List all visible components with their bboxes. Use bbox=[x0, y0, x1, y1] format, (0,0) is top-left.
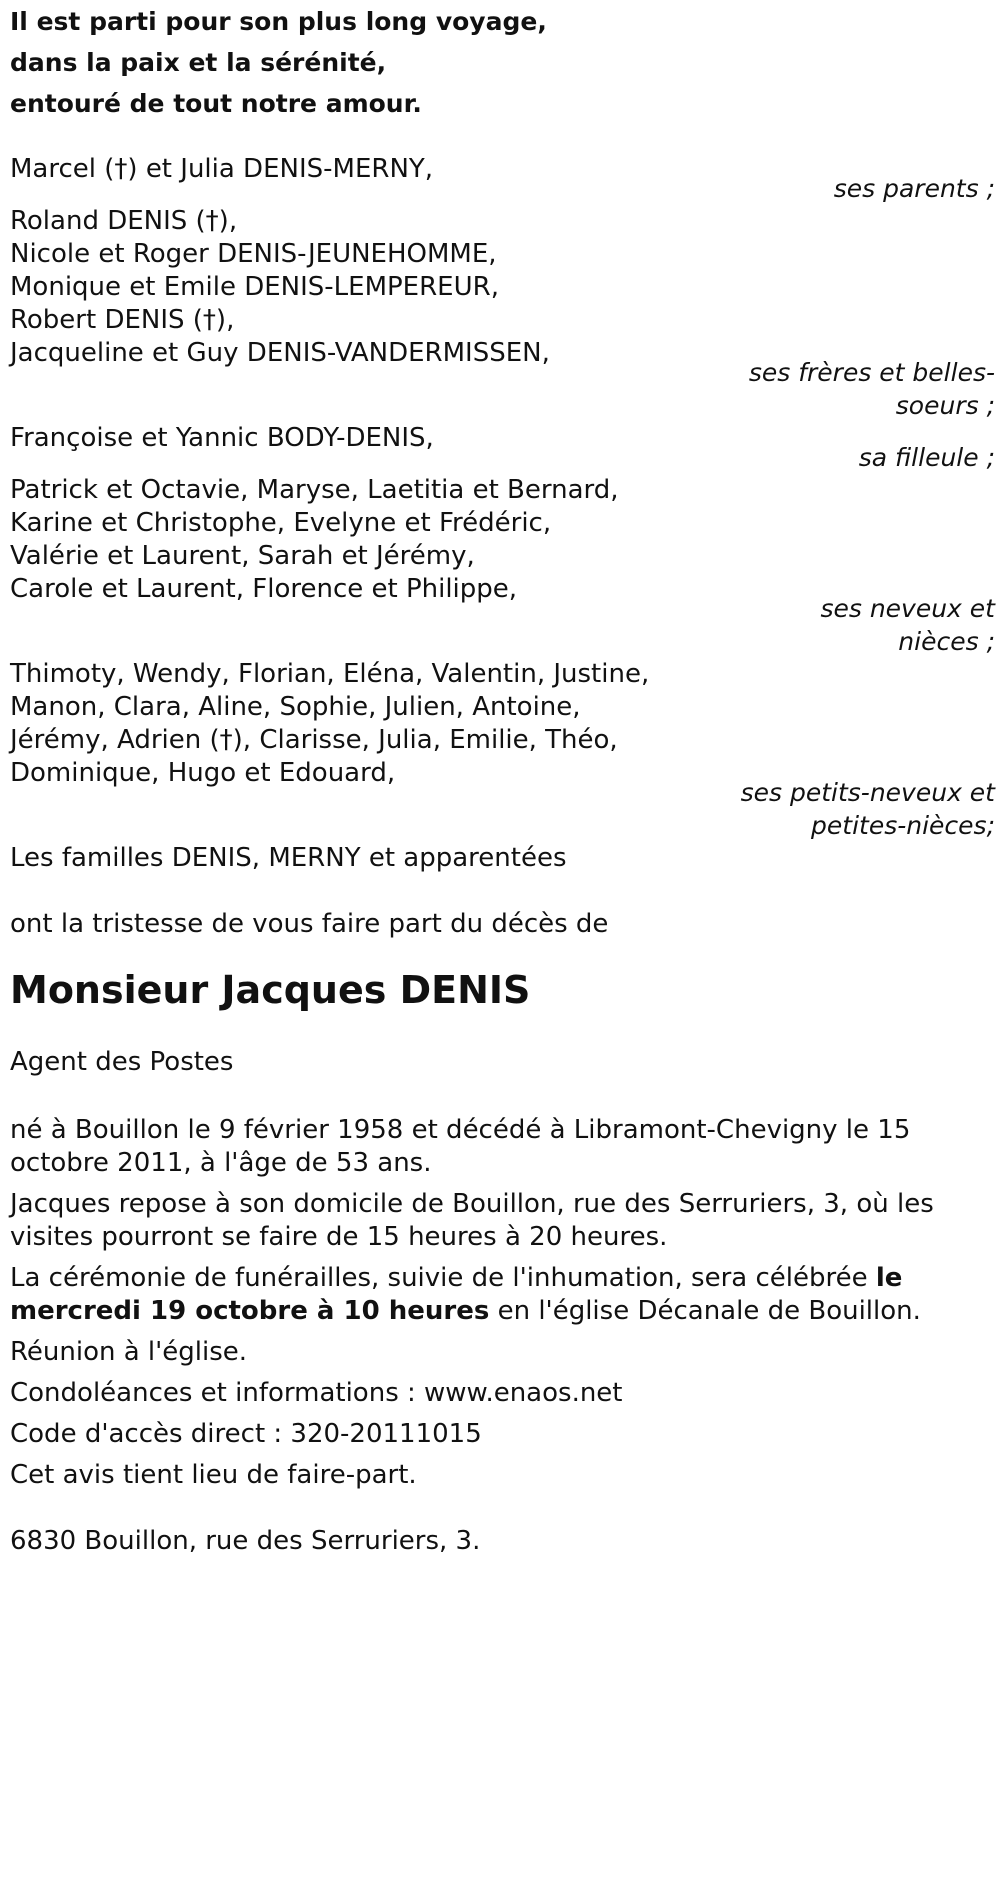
relation-label: petites-nièces; bbox=[811, 811, 995, 840]
families-line: Les familles DENIS, MERNY et apparentées bbox=[10, 843, 567, 873]
motto-line: Il est parti pour son plus long voyage, bbox=[10, 7, 547, 36]
family-line: Françoise et Yannic BODY-DENIS, bbox=[10, 423, 434, 453]
motto-line: dans la paix et la sérénité, bbox=[10, 48, 387, 77]
rest-line: Jacques repose à son domicile de Bouillon, rue des Serruriers, 3, où les bbox=[10, 1189, 934, 1219]
reunion-line: Réunion à l'église. bbox=[10, 1337, 248, 1367]
condolences-line: Condoléances et informations : www.enaos.net bbox=[10, 1378, 623, 1408]
motto-line: entouré de tout notre amour. bbox=[10, 89, 422, 118]
ceremony-date-bold: le bbox=[875, 1263, 903, 1293]
family-line: Monique et Emile DENIS-LEMPEREUR, bbox=[10, 272, 499, 302]
ceremony-text: La cérémonie de funérailles, suivie de l'inhumation, sera célébrée bbox=[10, 1263, 876, 1293]
family-line: Jacqueline et Guy DENIS-VANDERMISSEN, bbox=[10, 338, 550, 368]
ceremony-text: en l'église Décanale de Bouillon. bbox=[489, 1296, 921, 1326]
announcement-line: ont la tristesse de vous faire part du décès de bbox=[10, 909, 609, 939]
relation-label: sa filleule ; bbox=[858, 443, 995, 472]
family-line: Marcel (†) et Julia DENIS-MERNY, bbox=[10, 154, 434, 184]
relation-label: ses frères et belles- bbox=[748, 358, 995, 387]
relation-label: ses parents ; bbox=[833, 174, 995, 203]
birth-death-line: né à Bouillon le 9 février 1958 et décédé à Libramont-Chevigny le 15 bbox=[10, 1115, 911, 1145]
access-code-line: Code d'accès direct : 320-20111015 bbox=[10, 1419, 482, 1449]
notice-line: Cet avis tient lieu de faire-part. bbox=[10, 1460, 417, 1490]
family-line: Karine et Christophe, Evelyne et Frédéric, bbox=[10, 508, 552, 538]
relation-label: ses neveux et bbox=[820, 594, 995, 623]
family-line: Thimoty, Wendy, Florian, Eléna, Valentin, Justine, bbox=[10, 659, 650, 689]
family-line: Jérémy, Adrien (†), Clarisse, Julia, Emilie, Théo, bbox=[10, 725, 618, 755]
family-line: Nicole et Roger DENIS-JEUNEHOMME, bbox=[10, 239, 497, 269]
family-line: Patrick et Octavie, Maryse, Laetitia et Bernard, bbox=[10, 475, 619, 505]
family-line: Carole et Laurent, Florence et Philippe, bbox=[10, 574, 518, 604]
relation-label: nièces ; bbox=[898, 627, 995, 656]
deceased-name: Monsieur Jacques DENIS bbox=[10, 968, 531, 1012]
address-line: 6830 Bouillon, rue des Serruriers, 3. bbox=[10, 1526, 481, 1556]
family-line: Manon, Clara, Aline, Sophie, Julien, Antoine, bbox=[10, 692, 581, 722]
family-line: Robert DENIS (†), bbox=[10, 305, 235, 335]
ceremony-line bbox=[10, 1291, 921, 1331]
rest-line: visites pourront se faire de 15 heures à 20 heures. bbox=[10, 1222, 668, 1252]
ceremony-date-bold: mercredi 19 octobre à 10 heures bbox=[10, 1296, 490, 1326]
family-line: Dominique, Hugo et Edouard, bbox=[10, 758, 396, 788]
relation-label: soeurs ; bbox=[895, 391, 995, 420]
birth-death-line: octobre 2011, à l'âge de 53 ans. bbox=[10, 1148, 432, 1178]
occupation: Agent des Postes bbox=[10, 1047, 234, 1077]
family-line: Valérie et Laurent, Sarah et Jérémy, bbox=[10, 541, 475, 571]
relation-label: ses petits-neveux et bbox=[740, 778, 995, 807]
family-line: Roland DENIS (†), bbox=[10, 206, 238, 236]
